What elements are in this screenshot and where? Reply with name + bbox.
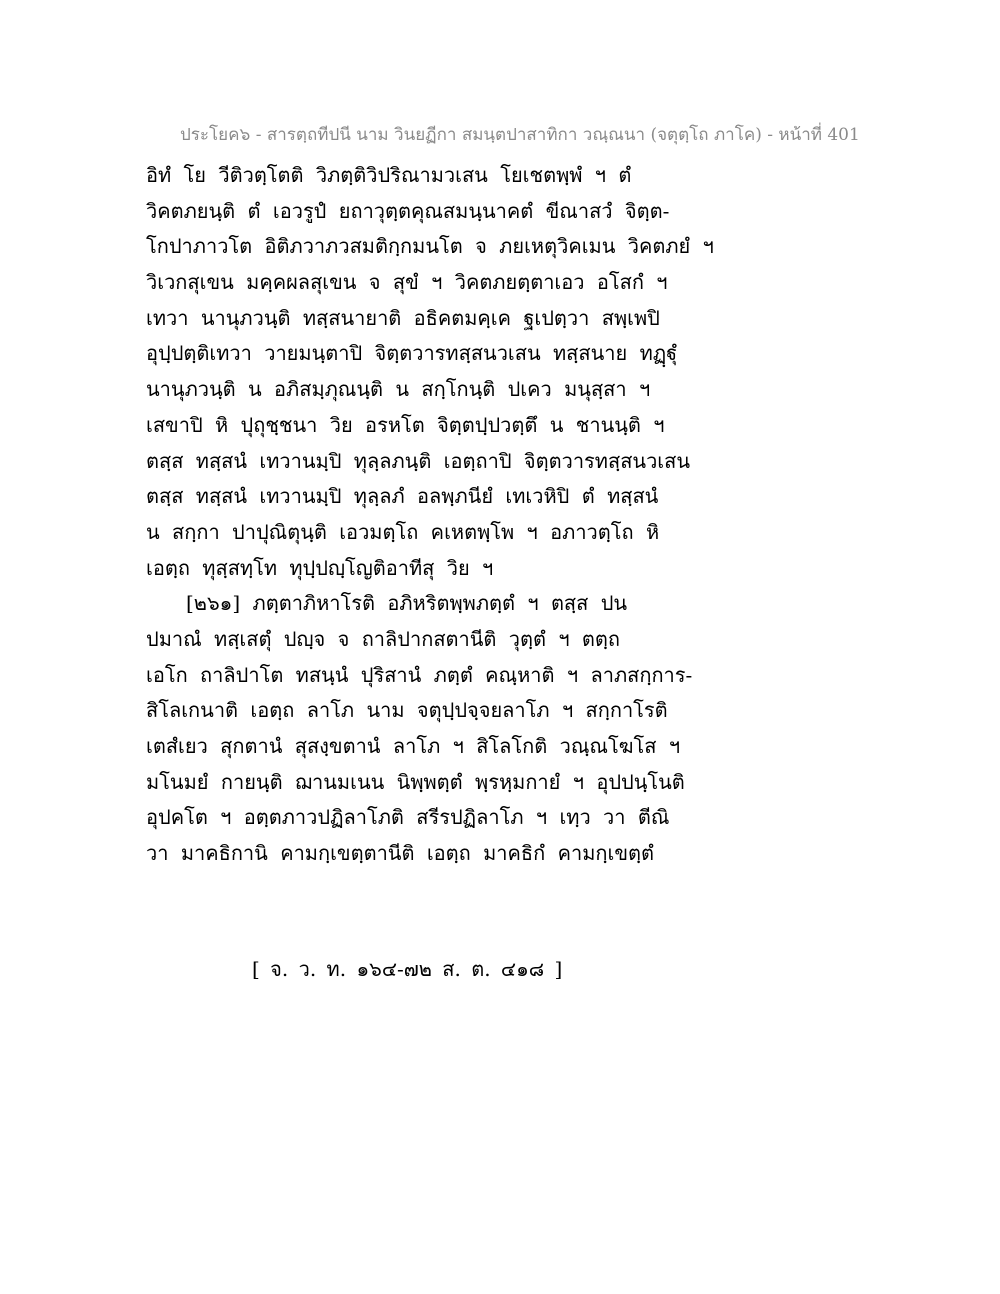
paragraph-start-line: [๒๖๑] ภตฺตาภิหาโรติ อภิหริตพฺพภตฺตํ ฯ ตสฺส ปน <box>186 591 628 616</box>
running-header: ประโยค๖ - สารตฺถทีปนี นาม วินยฏีกา สมนฺตปาสาทิกา วณฺณนา (จตุตฺโถ ภาโค) - หน้าที่ 401 <box>180 125 860 145</box>
text-line: นานุภวนฺติ น อภิสมฺภุณนฺติ น สกฺโกนฺติ ปเคว มนุสฺสา ฯ <box>146 377 651 402</box>
text-line: เตสํเยว สุกตานํ สุสงฺขตานํ ลาโภ ฯ สิโลโกติ วณฺณโฆโส ฯ <box>146 734 681 758</box>
text-line: ตสฺส ทสฺสนํ เทวานมฺปิ ทุลฺลภํ อลพฺภนียํ เทเวหิปิ ตํ ทสฺสนํ <box>146 484 659 509</box>
text-line: วิเวกสุเขน มคฺคผลสุเขน จ สุขํ ฯ วิคตภยตฺตาเอว อโสกํ ฯ <box>146 270 668 295</box>
text-line: น สกฺกา ปาปุณิตุนฺติ เอวมตฺโถ คเหตพฺโพ ฯ อภาวตฺโถ หิ <box>146 519 660 544</box>
text-line: เทวา นานุภวนฺติ ทสฺสนายาติ อธิคตมคฺเค ฐเปตฺวา สพฺเพปิ <box>146 305 660 330</box>
text-line: ปมาณํ ทสฺเสตุํ ปญฺจ จ ถาลิปากสตานีติ วุตฺตํ ฯ ตตฺถ <box>146 626 621 651</box>
source-reference: [ จ. ว. ท. ๑๖๔-๗๒ ส. ต. ๔๑๘ ] <box>252 957 563 981</box>
text-line: อุปคโต ฯ อตฺตภาวปฏิลาโภติ สรีรปฏิลาโภ ฯ เทฺว วา ตีณิ <box>146 805 670 830</box>
text-line: เสขาปิ หิ ปุถุชฺชนา วิย อรหโต จิตฺตปฺปวตฺตึ น ชานนฺติ ฯ <box>146 412 665 437</box>
text-line: วิคตภยนฺติ ตํ เอวรูปํ ยถาวุตฺตคุณสมนฺนาคตํ ขีณาสวํ จิตฺต- <box>146 198 670 223</box>
text-line: ตสฺส ทสฺสนํ เทวานมฺปิ ทุลฺลภนฺติ เอตฺถาปิ จิตฺตวารทสฺสนวเสน <box>146 448 691 473</box>
text-line: เอโก ถาลิปาโต ทสนฺนํ ปุริสานํ ภตฺตํ คณฺหาติ ฯ ลาภสกฺการ- <box>146 662 693 687</box>
text-line: อิทํ โย วีติวตฺโตติ วิภตฺติวิปริณามวเสน โยเชตพฺพํ ฯ ตํ <box>146 163 632 187</box>
text-line: สิโลเกนาติ เอตฺถ ลาโภ นาม จตุปฺปจฺจยลาโภ ฯ สกฺกาโรติ <box>146 698 668 723</box>
text-line: มโนมยํ กายนฺติ ฌานมเนน นิพฺพตฺตํ พฺรหฺมกายํ ฯ อุปปนฺโนติ <box>146 769 685 794</box>
text-line: เอตฺถ ทุสฺสทฺโท ทุปฺปญฺโญติอาทีสุ วิย ฯ <box>146 555 494 580</box>
text-line: วา มาคธิกานิ คามกฺเขตฺตานีติ เอตฺถ มาคธิกํ คามกฺเขตฺตํ <box>146 841 654 866</box>
text-line: โกปาภาวโต อิติภวาภวสมติกฺกมนโต จ ภยเหตุวิคเมน วิคตภยํ ฯ <box>146 234 714 259</box>
text-line: อุปฺปตฺติเทวา วายมนฺตาปิ จิตฺตวารทสฺสนวเสน ทสฺสนาย ทฏฺฐุํ <box>146 341 678 366</box>
body-text <box>146 158 866 872</box>
